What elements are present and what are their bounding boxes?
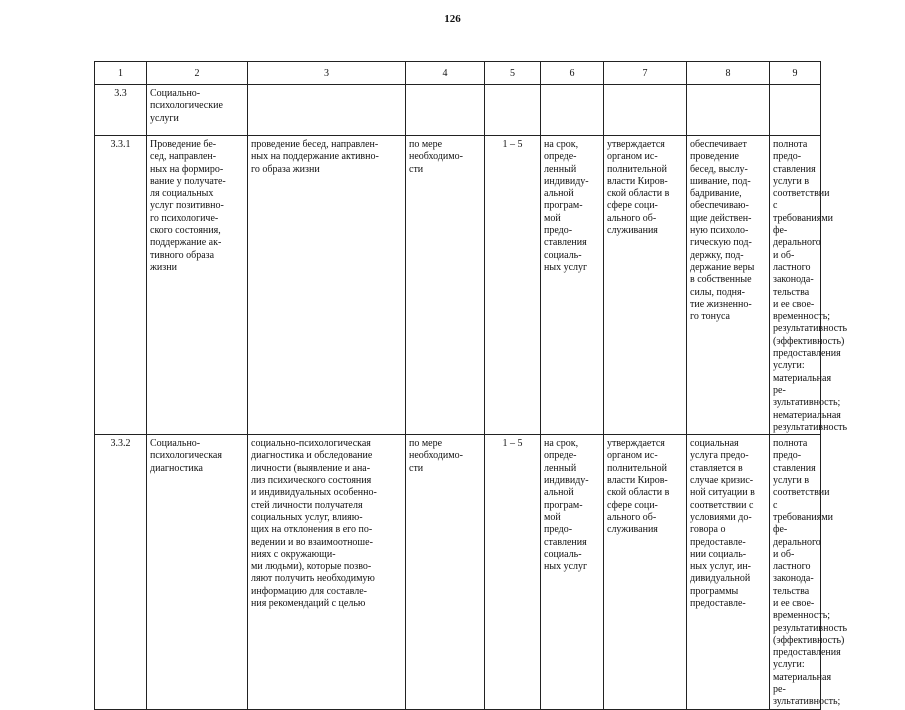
service-description: проведение бесед, направлен- ных на поддержание активно- го образа жизни [248,136,406,435]
service-approval: утверждается органом ис- полнительной власти Киров- ской области в сфере соци- ального об- служивания [604,136,687,435]
service-frequency: по мере необходимо- сти [406,435,485,710]
column-header: 4 [406,62,485,85]
service-evaluation: полнота предо- ставления услуги в соответствии с требованиями фе- дерального и об- ластного законода- тельства и ее свое- временность; результативность (эффективность) предоставления услуги: материальная ре- зультативность; [770,435,821,710]
table-row [95,136,821,435]
column-header: 5 [485,62,541,85]
empty-cell [687,85,770,136]
section-number: 3.3 [95,85,147,136]
service-approval: утверждается органом ис- полнительной власти Киров- ской области в сфере соци- ального об- служивания [604,435,687,710]
empty-cell [541,85,604,136]
column-header: 8 [687,62,770,85]
section-row [95,85,821,136]
column-header: 7 [604,62,687,85]
service-term: на срок, опреде- ленный индивиду- альной програм- мой предо- ставления социаль- ных услуг [541,136,604,435]
empty-cell [770,85,821,136]
column-number-row [95,62,821,85]
service-description: социально-психологическая диагностика и обследование личности (выявление и ана- лиз психического состояния и индивидуальных особенно- стей личности получателя социальных услуг, влияю- щих на отклонения в его по- ведении и во взаимоотноше- ниях с окружающи- ми людьми), которые позво- ляют получить необходимую информацию для составле- ния рекомендаций с целью [248,435,406,710]
column-header: 2 [147,62,248,85]
table-row [95,435,821,710]
service-frequency: по мере необходимо- сти [406,136,485,435]
empty-cell [604,85,687,136]
service-name: Социально- психологическая диагностика [147,435,248,710]
empty-cell [406,85,485,136]
service-name: Проведение бе- сед, направлен- ных на формиро- вание у получате- ля социальных услуг позитивно- го психологиче- ского состояния, поддержание ак- тивного образа жизни [147,136,248,435]
service-number: 3.3.1 [95,136,147,435]
service-conditions: обеспечивает проведение бесед, выслу- шивание, под- бадривание, обеспечиваю- щие действен- ную психоло- гическую под- держку, под- держание веры в собственные силы, подня- тие жизненно- го тонуса [687,136,770,435]
services-table [94,61,848,710]
service-units: 1 – 5 [485,136,541,435]
service-evaluation: полнота предо- ставления услуги в соответствии с требованиями фе- дерального и об- ластного законода- тельства и ее свое- временность; результативность (эффективность) предоставления услуги: материальная ре- зультативность; нематериальная результативность [770,136,821,435]
service-units: 1 – 5 [485,435,541,710]
section-title: Социально- психологические услуги [147,85,248,136]
empty-cell [485,85,541,136]
empty-cell [248,85,406,136]
page-number: 126 [444,13,461,25]
service-term: на срок, опреде- ленный индивиду- альной програм- мой предо- ставления социаль- ных услуг [541,435,604,710]
column-header: 3 [248,62,406,85]
service-conditions: социальная услуга предо- ставляется в случае кризис- ной ситуации в соответствии с условиями до- говора о предоставле- нии социаль- ных услуг, ин- дивидуальной программы предоставле- [687,435,770,710]
column-header: 6 [541,62,604,85]
column-header: 1 [95,62,147,85]
column-header: 9 [770,62,821,85]
service-number: 3.3.2 [95,435,147,710]
